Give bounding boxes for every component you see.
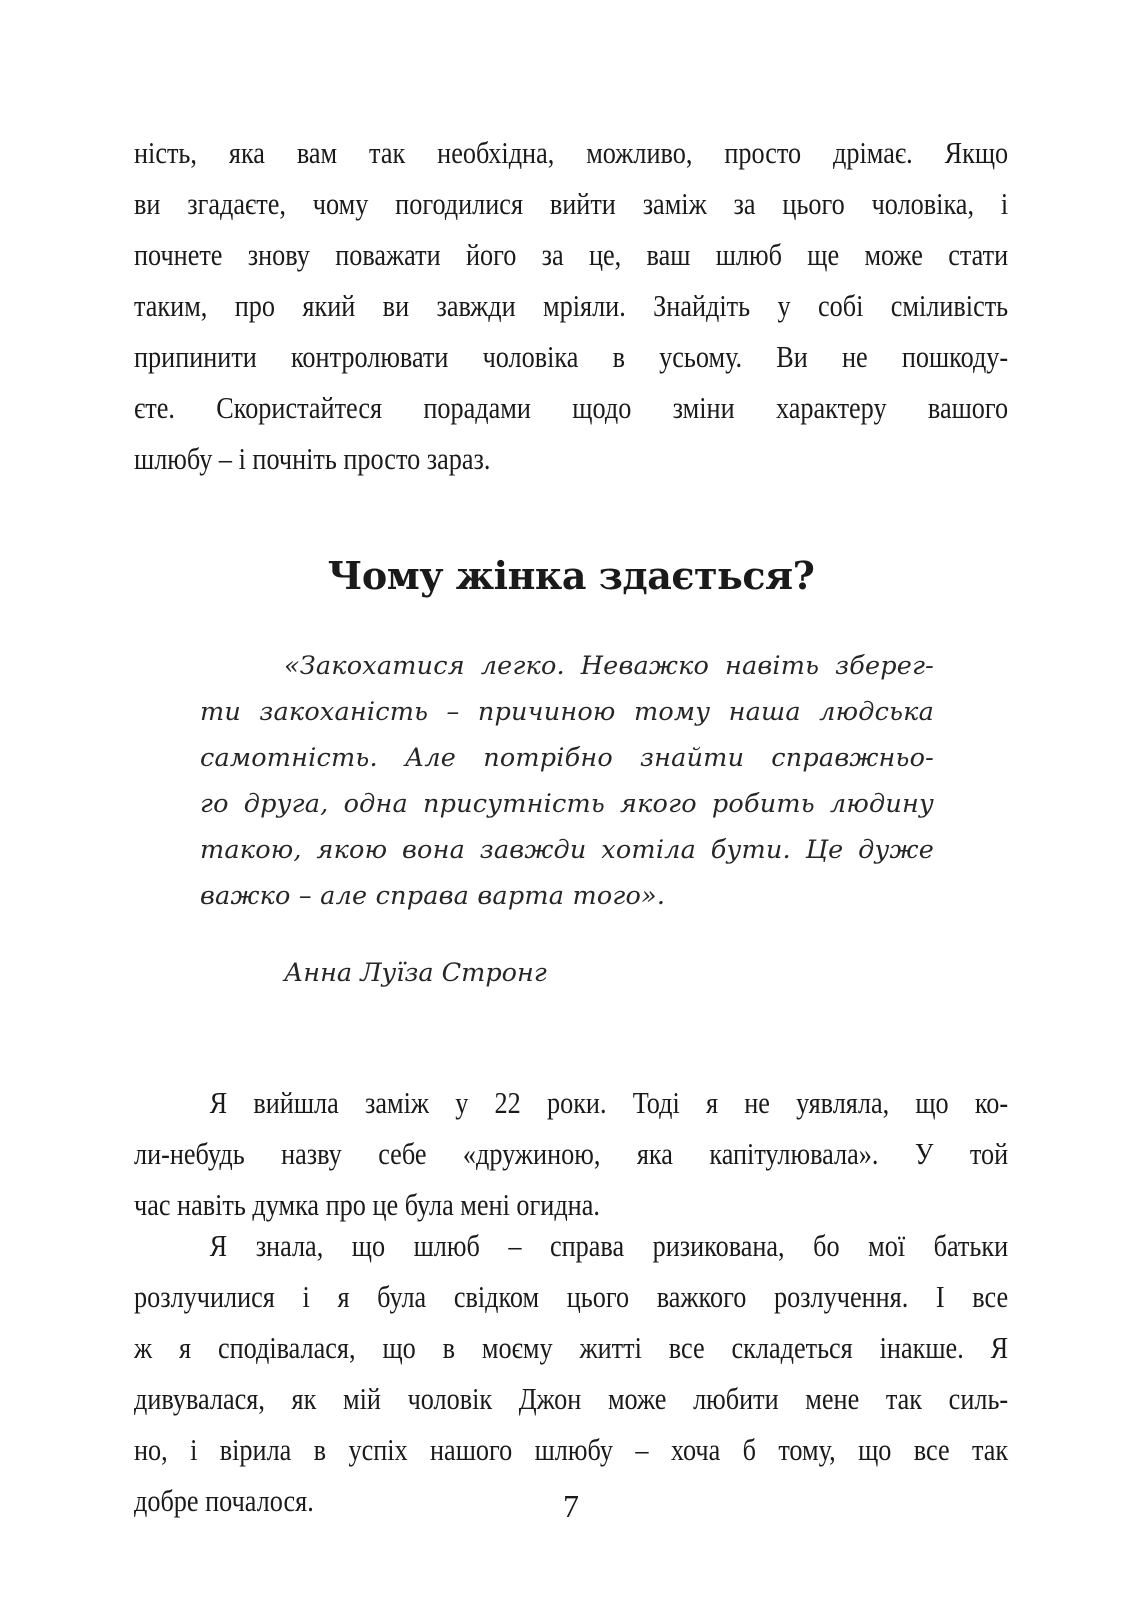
page-number: 7 [563,1488,579,1524]
epigraph-quote [200,643,934,919]
text-line: єте. Скористайтеся порадами щодо зміни характеру вашого [134,391,1009,425]
text-line: ви згадаєте, чому погодилися вийти заміж за цього чоловіка, і [134,187,1009,221]
body-paragraph-1 [134,1078,1008,1231]
quote-line: такою, якою вона завжди хотіла бути. Це дуже [200,835,934,865]
text-line: час навіть думка про це була мені огидна. [134,1188,600,1222]
quote-line: ти закоханість – причиною тому наша людська [200,697,934,727]
text-line: почнете знову поважати його за це, ваш шлюб ще може стати [134,238,1009,272]
quote-line: го друга, одна присутність якого робить людину [200,789,934,819]
text-line: припинити контролювати чоловіка в усьому. Ви не пошкоду- [134,340,1009,374]
quote-line: важко – але справа варта того». [200,881,666,911]
section-heading: Чому жінка здається? [327,553,815,598]
text-line: ність, яка вам так необхідна, можливо, просто дрімає. Якщо [134,136,1009,170]
text-line: розлучилися і я була свідком цього важкого розлучення. І все [134,1280,1009,1314]
quote-line: «Закохатися легко. Неважко навіть зберег- [284,651,934,681]
text-line: ж я сподівалася, що в моєму житті все складеться інакше. Я [134,1331,1009,1365]
text-line: Я знала, що шлюб – справа ризикована, бо мої батьки [209,1229,1009,1263]
intro-paragraph [134,128,1008,485]
quote-line: самотність. Але потрібно знайти справжньо- [200,743,934,773]
epigraph-author: Анна Луїза Стронг [284,958,547,988]
text-line: добре почалося. [134,1484,314,1518]
text-line: шлюбу – і почніть просто зараз. [134,442,491,476]
text-line: ли-небудь назву себе «дружиною, яка капітулювала». У той [134,1137,1009,1171]
text-line: дивувалася, як мій чоловік Джон може любити мене так силь- [134,1382,1009,1416]
text-line: но, і вірила в успіх нашого шлюбу – хоча б тому, що все так [134,1433,1009,1467]
text-line: Я вийшла заміж у 22 роки. Тоді я не уявляла, що ко- [209,1086,1009,1120]
text-line: таким, про який ви завжди мріяли. Знайдіть у собі сміливість [134,289,1009,323]
